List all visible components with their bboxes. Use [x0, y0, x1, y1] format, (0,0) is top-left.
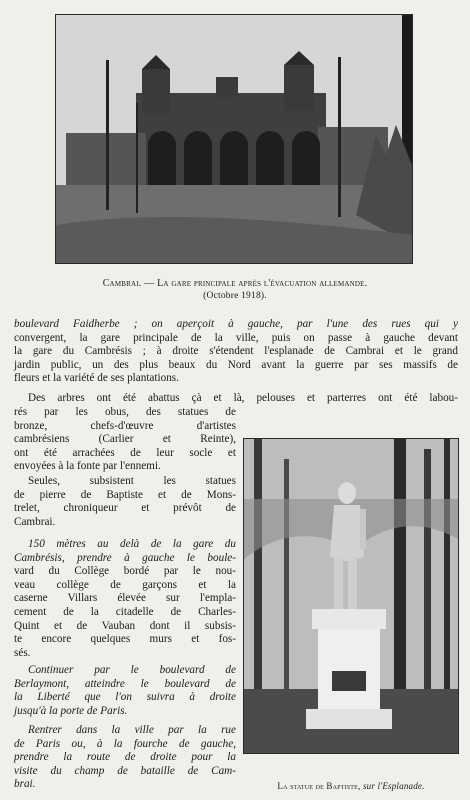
text-line-content: brai.	[14, 778, 36, 791]
station-photo	[55, 14, 413, 264]
paragraph-trees-continued	[14, 406, 236, 474]
paragraph-trees	[14, 392, 458, 406]
text-line-content: la Liberté que l'on suivra à droite	[14, 691, 236, 704]
text-line: sés.	[14, 646, 31, 659]
text-line: de pierre de Baptiste et de Mons-	[14, 488, 236, 501]
paragraph-directions-college	[14, 538, 236, 660]
text-line: cambrésiens (Carlier et Reinte),	[14, 433, 236, 446]
text-line: fleurs et la variété de ses plantations.	[14, 372, 179, 385]
text-line: Quint et de Vauban dont il subsis-	[14, 619, 236, 632]
text-line	[14, 751, 236, 765]
text-line-content: de Paris ou, à la fourche de gauche,	[14, 737, 236, 750]
text-line	[14, 778, 236, 792]
paragraph-boulevard	[14, 318, 458, 386]
text-line-content: 150 mètres au delà de la gare du	[28, 538, 236, 550]
text-line-content: prendre la route de droite pour la	[14, 751, 236, 764]
station-caption	[28, 278, 442, 302]
text-line	[14, 318, 458, 332]
statue-illustration	[244, 439, 458, 753]
text-line: veau collège de garçons et la	[14, 578, 236, 591]
station-illustration	[56, 15, 412, 263]
text-line: Cambrai.	[14, 515, 56, 528]
text-line	[14, 678, 236, 692]
text-line: bronze, chefs-d'œuvre d'artistes	[14, 419, 236, 432]
text-line: te encore quelques murs et fos-	[14, 633, 236, 646]
text-line: envoyées à la fonte par l'ennemi.	[14, 460, 161, 473]
text-line: caserne Villars élevée sur l'empla-	[14, 592, 236, 605]
caption-place: Cambrai.	[102, 278, 142, 289]
text-line-content: Rentrer dans la ville par la rue	[28, 724, 236, 736]
text-line-content: Cambrésis, prendre à gauche le boule-	[14, 551, 236, 564]
text-line-content: visite du champ de bataille de Cam-	[14, 764, 236, 777]
text-line	[14, 705, 236, 719]
caption-text: — La gare principale après l'évacuation allemande.	[141, 278, 368, 289]
caption-date: (Octobre 1918).	[203, 291, 267, 301]
text-line: trelet, chroniqueur et prévôt de	[14, 502, 236, 515]
text-line	[14, 538, 236, 552]
text-line-content: Continuer par le boulevard de	[28, 664, 236, 676]
text-line: vard du Collège bordé par le nou-	[14, 565, 236, 578]
text-line-content: Berlaymont, atteindre le boulevard de	[14, 677, 236, 690]
caption-lead: La statue de Baptiste,	[277, 781, 361, 791]
text-line: convergent, la gare principale de la ville, puis on passe à gauche devant	[14, 331, 458, 344]
text-line	[14, 765, 236, 779]
paragraph-directions-paris	[14, 724, 236, 792]
text-line: rés par les obus, des statues de	[14, 406, 236, 418]
text-line: Seules, subsistent les statues	[28, 475, 236, 487]
text-line	[14, 738, 236, 752]
text-line-content: boulevard Faidherbe ; on aperçoit à gauche, par l'une des rues qui y	[14, 318, 458, 330]
text-line: cement de la citadelle de Charles-	[14, 605, 236, 618]
text-line: la gare du Cambrésis ; à droite s'étendent l'esplanade de Cambrai et le grand	[14, 345, 458, 358]
text-line	[14, 724, 236, 738]
text-line: ont été arrachées de leur socle et	[14, 446, 236, 459]
text-line: jardin public, un des plus beaux du Nord avant la guerre par ses massifs de	[14, 358, 458, 371]
text-line	[14, 691, 236, 705]
paragraph-directions-liberte	[14, 664, 236, 718]
statue-caption	[242, 780, 460, 792]
text-line	[14, 664, 236, 678]
text-line: Des arbres ont été abattus çà et là, pelouses et parterres ont été labou-	[28, 392, 458, 404]
statue-photo	[243, 438, 459, 754]
text-line-content: jusqu'à la porte de Paris.	[14, 704, 128, 717]
caption-text: sur l'Esplanade.	[360, 781, 425, 791]
text-line	[14, 552, 236, 566]
paragraph-statues	[14, 475, 236, 529]
